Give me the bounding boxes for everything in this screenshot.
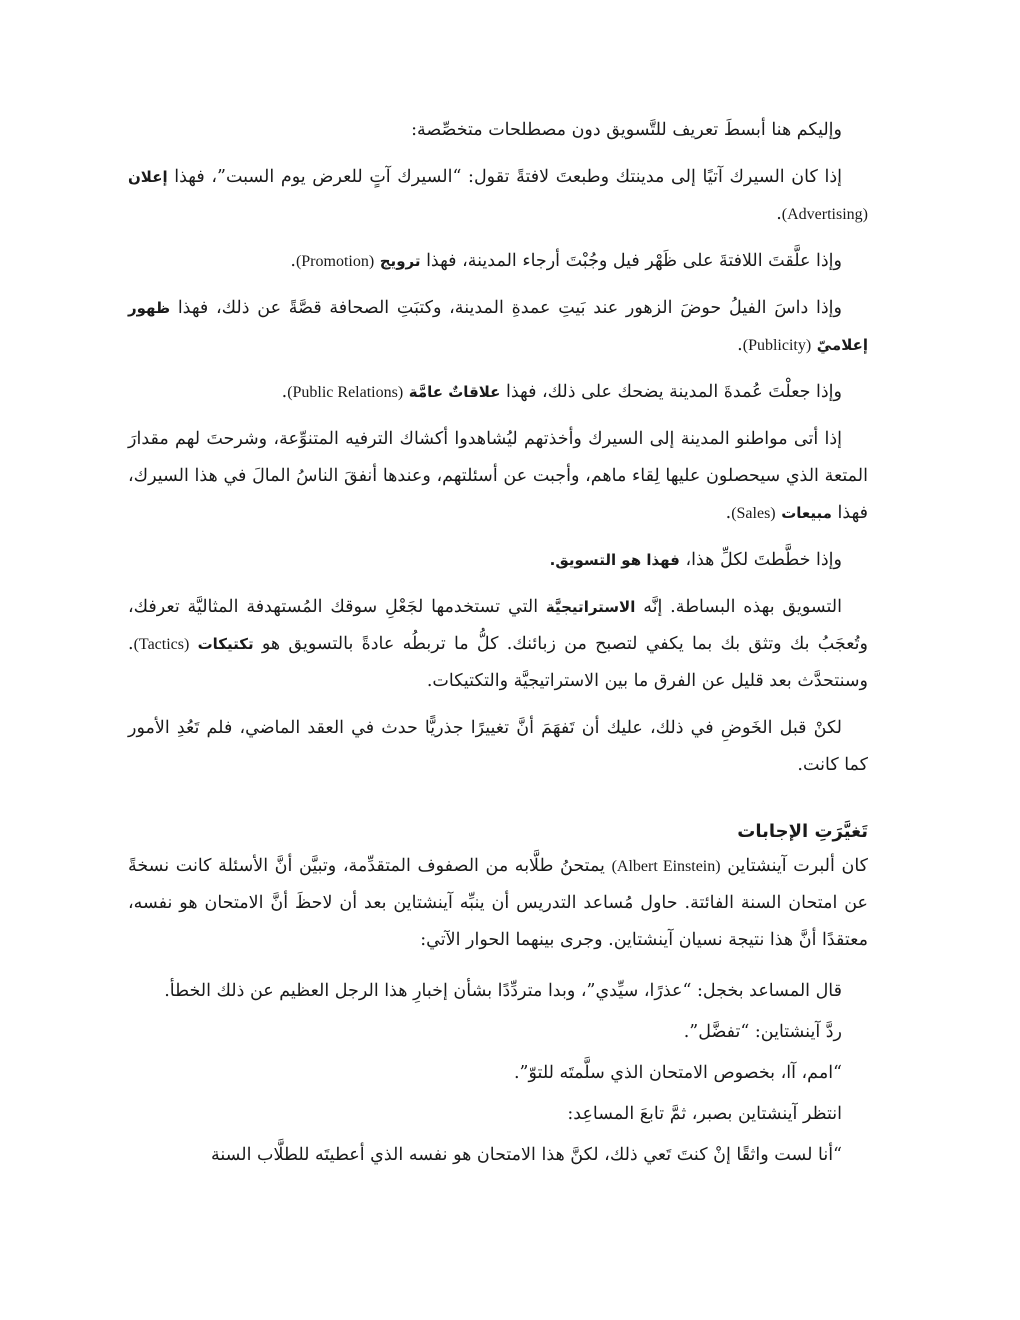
definition-end: . [737, 335, 743, 355]
tactics-term: تكتيكات [197, 635, 254, 653]
change-text: لكنْ قبل الخَوضِ في ذلك، عليك أن تَفهَمَ أنَّ تغييرًا جذريًّا حدث في العقد الماضي، فلم تَعُدِ الأمور كما كانت. [128, 718, 868, 775]
definition-term: إعلان [128, 168, 168, 186]
definition-end: . [725, 503, 732, 523]
definition-english: (Sales) [731, 505, 776, 522]
definition-advertising [128, 159, 868, 233]
document-page [128, 112, 868, 1178]
definition-end: . [776, 204, 782, 224]
definition-term: ترويج [379, 252, 421, 270]
definition-promotion [128, 243, 868, 280]
definition-text: إذا كان السيرك آتيًا إلى مدينتك وطبعتَ لافتةً تقول: “السيرك آتٍ للعرض يوم السبت”، فهذا [174, 167, 842, 187]
dialogue-line: “أنا لست واثقًا إنْ كنتَ تَعي ذلك، لكنَّ هذا الامتحان هو نفسه الذي أعطيتَه للطلَّاب السنة [211, 1145, 842, 1165]
einstein-english: (Albert Einstein) [611, 858, 721, 875]
intro-paragraph [128, 112, 868, 149]
tactics-english: (Tactics) [133, 636, 190, 653]
definition-text: وإذا جعلْتَ عُمدةَ المدينة يضحك على ذلك، فهذا [505, 382, 842, 402]
definition-english: (Advertising) [781, 206, 868, 223]
definition-marketing [128, 542, 868, 579]
strategy-paragraph [128, 589, 868, 700]
dialogue-line: انتظر آينشتاين بصبر، ثمَّ تابعَ المساعِد: [567, 1104, 842, 1124]
einstein-paragraph [128, 848, 868, 959]
section-heading: تَغيَّرَتِ الإجابات [737, 821, 868, 842]
definition-term: فهذا هو التسويق. [549, 551, 680, 569]
strategy-term: الاستراتيجيَّة [545, 598, 636, 616]
definition-text: وإذا داسَ الفيلُ حوضَ الزهور عند بَيتِ عمدةِ المدينة، وكتبَتِ الصحافة قصَّةً عن ذلك، فهذا [177, 298, 842, 318]
definition-english: (Public Relations) [287, 384, 404, 401]
definition-publicity [128, 290, 868, 364]
intro-text: وإليكم هنا أبسطَ تعريف للتَّسويق دون مصطلحات متخصِّصة: [411, 120, 842, 140]
strategy-middle: التي تستخدمها لجَعْلِ سوقك المُستهدفة المثاليَّة تعرفك، وتُعجَبُ بك وتثق بك بما يكفي لتصبح من زبائنك. كلُّ ما تربطُه عادةً بالتسويق هو [128, 597, 868, 654]
strategy-start: التسويق بهذه البساطة. إنَّه [643, 597, 842, 617]
definition-public-relations [128, 374, 868, 411]
strategy-end: . وسنتحدَّث بعد قليل عن الفرق ما بين الاستراتيجيَّة والتكتيكات. [128, 634, 868, 691]
dialogue-line: قال المساعد بخجل: “عذرًا، سيِّدي”، وبدا متردِّدًا بشأن إخبارِ هذا الرجل العظيم عن ذلك الخطأ. [164, 981, 842, 1001]
definition-term: ظهور إعلاميّ [128, 299, 868, 354]
definition-end: . [281, 382, 288, 402]
definition-text: وإذا خطَّطتَ لكلِّ هذا، [685, 550, 842, 570]
change-paragraph [128, 710, 868, 784]
dialogue-line: “امم، آا، بخصوص الامتحان الذي سلَّمتَه للتوّ”. [513, 1063, 842, 1083]
definition-text: إذا أتى مواطنو المدينة إلى السيرك وأخذتهم ليُشاهدوا أكشاك الترفيه المتنوِّعة، وشرحتَ لهم مقدارَ المتعة الذي سيحصلون عليها لِقاء ماهم، وأجبت عن أسئلتهم، وعندها أنفقَ الناسُ المالَ في هذا السيرك، فهذا [128, 429, 868, 523]
definition-english: (Publicity) [742, 337, 812, 354]
definition-term: مبيعات [781, 504, 832, 522]
definition-end: . [290, 251, 296, 271]
einstein-start: كان ألبرت آينشتاين [727, 856, 868, 876]
definition-english: (Promotion) [295, 253, 375, 270]
einstein-rest: يمتحنُ طلَّابه من الصفوف المتقدِّمة، وتبيَّن أنَّ الأسئلة كانت نسخةً عن امتحان السنة الفائتة. حاول مُساعد التدريس أن ينبِّه آينشتاين بعد أن لاحظَ أنَّ الامتحان هو نفسه، معتقدًا أنَّ هذا نتيجة نسيان آينشتاين. وجرى بينهما الحوار الآتي: [128, 856, 868, 950]
definition-text: وإذا علَّقتَ اللافتةَ على ظَهْر فيل وجُبْتَ أرجاء المدينة، فهذا [426, 251, 842, 271]
dialogue-line: ردَّ آينشتاين: “تفضَّل”. [683, 1022, 842, 1042]
definition-term: علاقاتٌ عامَّة [408, 383, 501, 401]
definition-sales [128, 421, 868, 532]
